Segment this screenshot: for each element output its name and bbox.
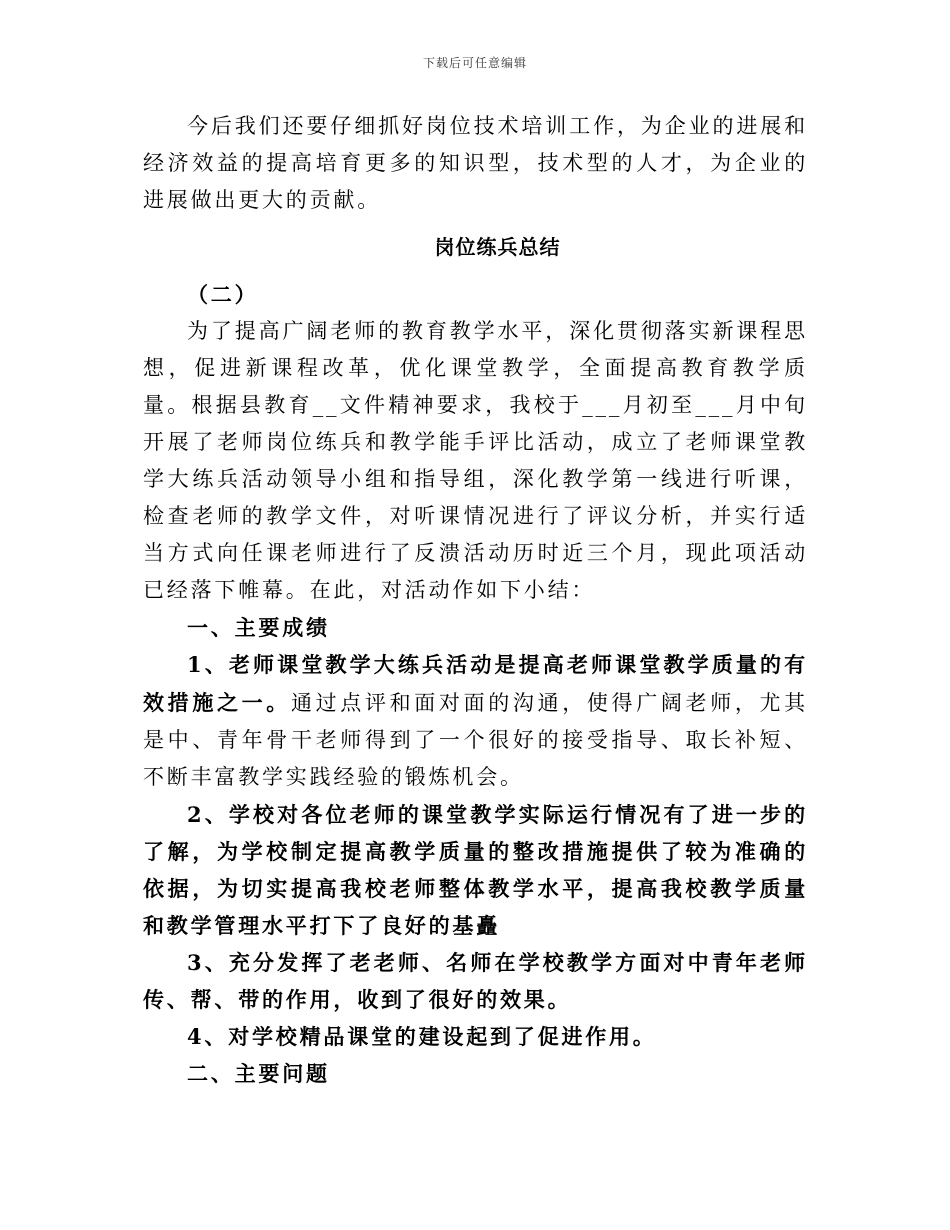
document-subtitle: （二） [187,282,259,307]
body-paragraph-1: 为了提高广阔老师的教育教学水平，深化贯彻落实新课程思想，促进新课程改革，优化课堂教学，全面提高教育教学质量。根据县教育__文件精神要求，我校于___月初至___月中旬开展了老师岗位练兵和教学能手评比活动，成立了老师课堂教学大练兵活动领导小组和指导组，深化教学第一线进行听课，检查老师的教学文件，对听课情况进行了评议分析，并实行适当方式向任课老师进行了反溃活动历时近三个月，现此项活动已经落下帷幕。在此，对活动作如下小结： [143,319,808,602]
list-item-1-text: 通过点评和面对面的沟通，使得广阔老师，尤其是中、青年骨干老师得到了一个很好的接受指导、取长补短、不断丰富教学实践经验的锻炼机会。 [143,691,808,789]
document-title: 岗位练兵总结 [434,235,561,259]
list-item-1-lead: 1、老师课堂教学大练兵活动是提高老师课堂教学质量的有效措施之一。 [143,652,808,715]
intro-paragraph: 今后我们还要仔细抓好岗位技术培训工作，为企业的进展和经济效益的提高培育更多的知识型，技术型的人才，为企业的进展做出更大的贡献。 [143,114,808,212]
section-heading-achievements: 一、主要成绩 [187,615,330,640]
list-item-2: 2、学校对各位老师的课堂教学实际运行情况有了进一步的了解，为学校制定提高教学质量的整改措施提供了较为准确的依据，为切实提高我校老师整体教学水平，提高我校教学质量和教学管理水平打下了良好的基矗 [143,802,808,938]
section-heading-problems: 二、主要问题 [187,1061,330,1086]
list-item-3: 3、充分发挥了老老师、名师在学校教学方面对中青年老师传、帮、带的作用，收到了很好的效果。 [143,950,808,1012]
page-header-note: 下载后可任意编辑 [422,56,527,70]
list-item-4: 4、对学校精品课堂的建设起到了促进作用。 [187,1024,657,1049]
list-item-1 [143,646,808,796]
document-body [143,108,808,1092]
